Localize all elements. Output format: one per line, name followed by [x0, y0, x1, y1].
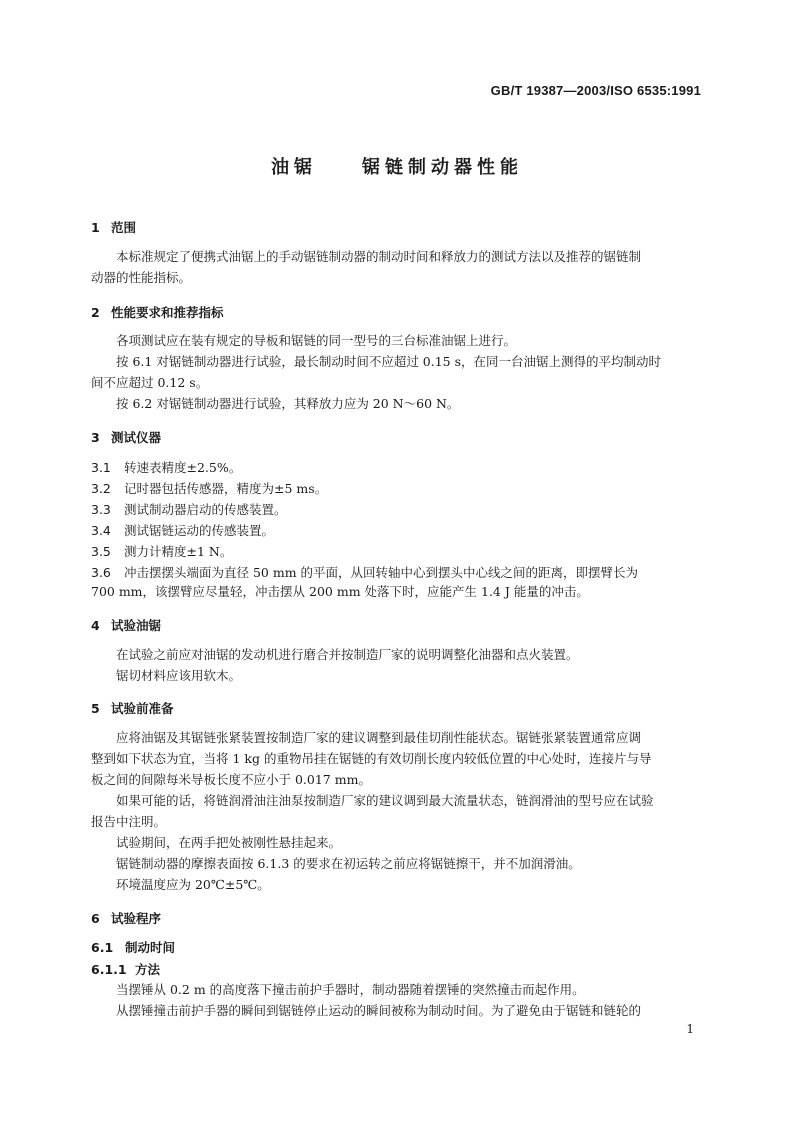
list-item: 3.3 测试制动器启动的传感装置。	[91, 502, 287, 517]
paragraph-line: 报告中注明。	[91, 814, 167, 829]
section-heading-5	[91, 699, 174, 717]
section-number: 3	[91, 430, 100, 445]
standard-code: GB/T 19387—2003/ISO 6535:1991	[490, 83, 701, 98]
paragraph-line: 板之间的间隙每米导板长度不应小于 0.017 mm。	[91, 772, 371, 787]
section-title: 试验前准备	[111, 701, 174, 716]
section-heading-1	[91, 218, 136, 236]
section-title: 试验程序	[111, 911, 162, 926]
section-number: 6.1.1	[91, 962, 127, 977]
paragraph-line: 按 6.1 对锯链制动器进行试验，最长制动时间不应超过 0.15 s，在同一台油锯上测得的平均制动时	[116, 354, 662, 369]
paragraph-line: 本标准规定了便携式油锯上的手动锯链制动器的制动时间和释放力的测试方法以及推荐的锯链制	[116, 249, 642, 264]
paragraph-line: 当摆锤从 0.2 m 的高度落下撞击前护手器时，制动器随着摆锤的突然撞击而起作用。	[116, 982, 585, 997]
paragraph-line: 试验期间，在两手把处被刚性悬挂起来。	[116, 835, 342, 850]
paragraph-line: 环境温度应为 20℃±5℃。	[116, 877, 270, 892]
paragraph-line: 700 mm，该摆臂应尽量轻，冲击摆从 200 mm 处落下时，应能产生 1.4 J 能量的冲击。	[91, 584, 589, 599]
paragraph-line: 整到如下状态为宜，当将 1 kg 的重物吊挂在锯链的有效切削长度内较低位置的中心处时，连接片与导	[91, 751, 652, 766]
section-heading-3	[91, 428, 161, 446]
list-item: 3.4 测试锯链运动的传感装置。	[91, 523, 275, 538]
section-heading-6	[91, 909, 161, 927]
paragraph-line: 在试验之前应对油锯的发动机进行磨合并按制造厂家的说明调整化油器和点火装置。	[116, 647, 579, 662]
section-number: 5	[91, 701, 100, 716]
subsection-heading-6-1-1	[91, 960, 160, 978]
section-title: 制动时间	[125, 940, 176, 955]
section-number: 2	[91, 305, 100, 320]
section-title: 范围	[111, 220, 137, 235]
section-number: 6	[91, 911, 100, 926]
section-number: 1	[91, 220, 100, 235]
document-title: 油锯 锯链制动器性能	[270, 157, 524, 178]
page-number: 1	[686, 1022, 694, 1036]
section-heading-4	[91, 616, 161, 634]
list-item: 3.1 转速表精度±2.5%。	[91, 460, 242, 475]
paragraph-line: 各项测试应在装有规定的导板和锯链的同一型号的三台标准油锯上进行。	[116, 333, 517, 348]
paragraph-line: 应将油锯及其锯链张紧装置按制造厂家的建议调整到最佳切削性能状态。锯链张紧装置通常应调	[116, 730, 642, 745]
section-title: 测试仪器	[111, 430, 162, 445]
subsection-heading-6-1	[91, 938, 175, 956]
list-item: 3.5 测力计精度±1 N。	[91, 544, 233, 559]
paragraph-line: 动器的性能指标。	[91, 270, 192, 285]
paragraph-line: 从摆锤撞击前护手器的瞬间到锯链停止运动的瞬间被称为制动时间。为了避免由于锯链和链轮的	[116, 1003, 642, 1018]
section-number: 4	[91, 618, 100, 633]
section-title: 试验油锯	[111, 618, 162, 633]
section-title: 性能要求和推荐指标	[111, 305, 224, 320]
list-item: 3.2 记时器包括传感器，精度为±5 ms。	[91, 481, 328, 496]
section-heading-2	[91, 303, 224, 321]
section-number: 6.1	[91, 940, 114, 955]
paragraph-line: 锯切材料应该用软木。	[116, 668, 242, 683]
paragraph-line: 锯链制动器的摩擦表面按 6.1.3 的要求在初运转之前应将锯链擦干，并不加润滑油。	[116, 856, 581, 871]
paragraph-line: 间不应超过 0.12 s。	[91, 375, 209, 390]
paragraph-line: 如果可能的话，将链润滑油注油泵按制造厂家的建议调到最大流量状态，链润滑油的型号应在试验	[116, 793, 654, 808]
list-item: 3.6 冲击摆摆头端面为直径 50 mm 的平面，从回转轴中心到摆头中心线之间的距离，即摆臂长为	[91, 565, 639, 580]
section-title: 方法	[135, 962, 161, 977]
paragraph-line: 按 6.2 对锯链制动器进行试验，其释放力应为 20 N～60 N。	[116, 396, 460, 411]
